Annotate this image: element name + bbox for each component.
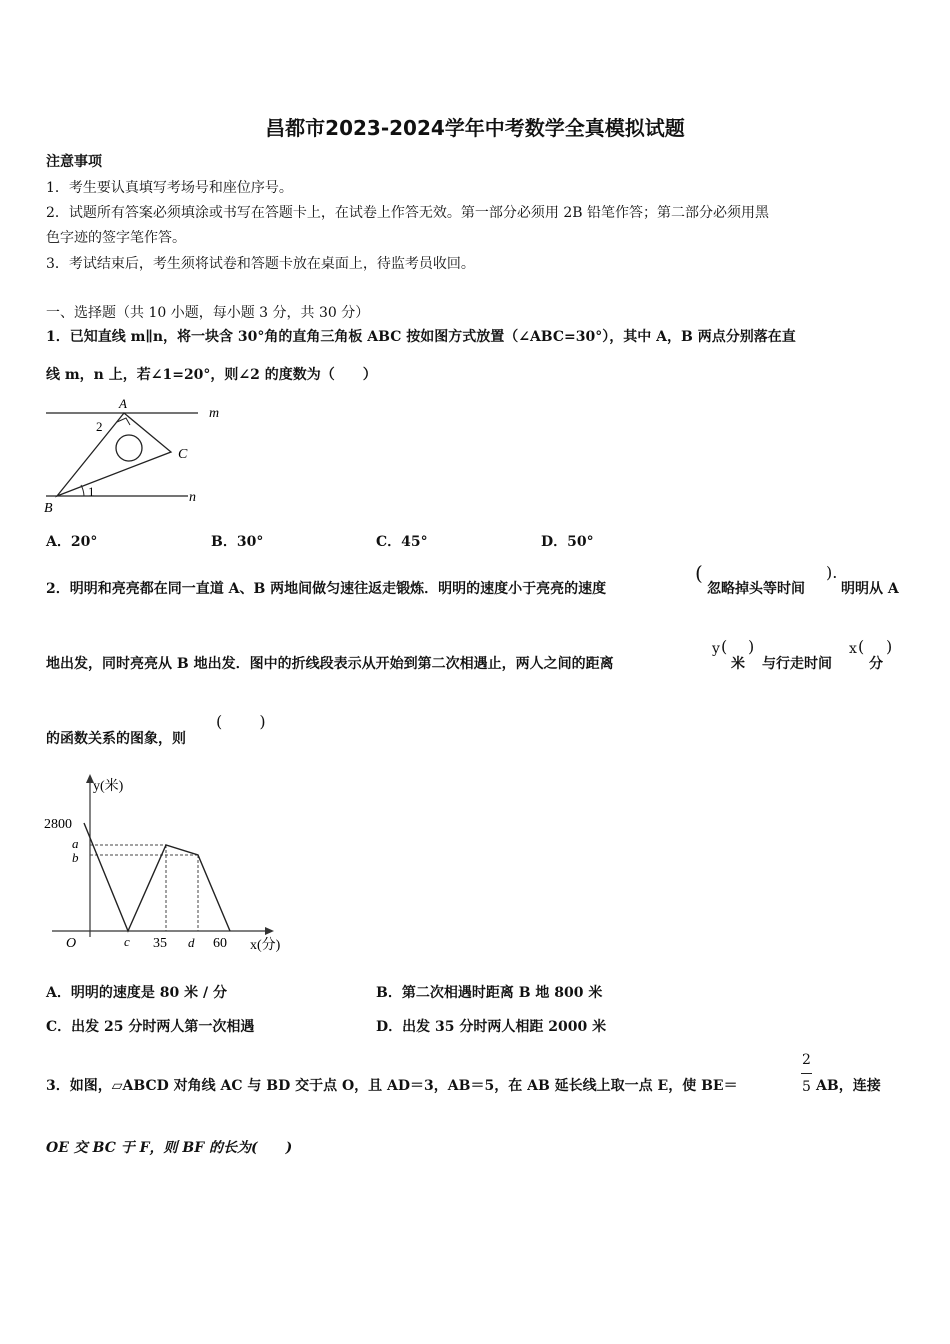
label-angle-2: 2 (96, 419, 103, 434)
tick-d: d (188, 935, 195, 950)
label-m: m (209, 406, 220, 421)
q2-var-y: y (712, 641, 720, 657)
distance-line (84, 823, 230, 931)
tick-c: c (124, 934, 130, 949)
q2-paren: ) (748, 637, 755, 656)
triangle-hole (116, 435, 142, 461)
q2-option-c: C．出发 25 分时两人第一次相遇 (46, 1019, 255, 1035)
q1-option-b: B．30° (211, 534, 264, 550)
triangle-abc (57, 413, 171, 496)
q2-var-x: x (849, 641, 857, 657)
q2-paren-close: ). (826, 563, 838, 582)
notice-item-1: 1．考生要认真填写考场号和座位序号。 (46, 180, 293, 196)
tick-2800: 2800 (44, 817, 72, 832)
x-axis-label: x(分) (250, 938, 281, 953)
fraction-numerator: 2 (802, 1052, 811, 1068)
q1-option-a: A．20° (46, 534, 98, 550)
q1-option-d: D．50° (541, 534, 594, 550)
q3-stem-line1: 3．如图，▱ABCD 对角线 AC 与 BD 交于点 O，且 AD＝3，AB＝5，在 AB 延长线上取一点 E，使 BE＝ (46, 1078, 738, 1094)
y-axis-label: y(米) (93, 779, 124, 794)
fraction-bar (801, 1073, 812, 1074)
q2-stem-line2a: 地出发，同时亮亮从 B 地出发．图中的折线段表示从开始到第二次相遇止，两人之间的距离 (46, 656, 614, 672)
q2-unit-meter: 米 (731, 656, 745, 672)
q2-option-a: A．明明的速度是 80 米 / 分 (46, 985, 227, 1001)
q1-option-c: C．45° (376, 534, 428, 550)
q2-stem-line1b: 忽略掉头等时间 (707, 581, 805, 597)
q2-option-b: B．第二次相遇时距离 B 地 800 米 (376, 985, 603, 1001)
q1-figure (40, 392, 240, 522)
q2-paren: ( (858, 637, 865, 656)
q2-stem-line2b: 与行走时间 (762, 656, 832, 672)
tick-60: 60 (213, 936, 227, 951)
section-heading: 一、选择题（共 10 小题，每小题 3 分，共 30 分） (46, 305, 370, 321)
q2-paren: ( (721, 637, 728, 656)
tick-origin: O (66, 936, 77, 951)
notice-item-3: 3．考试结束后，考生须将试卷和答题卡放在桌面上，待监考员收回。 (46, 256, 475, 272)
q3-stem-line1-end: AB，连接 (816, 1078, 881, 1094)
notice-item-2: 2．试题所有答案必须填涂或书写在答题卡上，在试卷上作答无效。第一部分必须用 2B 铅笔作答；第二部分必须用黑 (46, 205, 769, 221)
page-title: 昌都市2023-2024学年中考数学全真模拟试题 (265, 116, 685, 140)
label-a: A (119, 396, 127, 411)
q2-answer-paren: ( ) (216, 712, 266, 731)
q1-stem-line2: 线 m，n 上，若∠1=20°，则∠2 的度数为（ ） (46, 367, 377, 383)
q2-graph (40, 770, 302, 960)
tick-b: b (72, 850, 79, 865)
tick-a: a (72, 836, 79, 851)
notice-item-2-cont: 色字迹的签字笔作答。 (46, 230, 186, 246)
q2-stem-line1c: 明明从 A (841, 581, 899, 597)
q2-paren-open: ( (695, 561, 703, 585)
tick-35: 35 (153, 936, 167, 951)
q2-unit-minute: 分 (869, 656, 883, 672)
fraction-denominator: 5 (802, 1079, 811, 1095)
label-n: n (189, 490, 196, 505)
label-angle-1: 1 (88, 484, 95, 499)
q2-option-d: D．出发 35 分时两人相距 2000 米 (376, 1019, 607, 1035)
q2-stem-line1a: 2．明明和亮亮都在同一直道 A、B 两地间做匀速往返走锻炼．明明的速度小于亮亮的速度 (46, 581, 607, 597)
q1-stem-line1: 1．已知直线 m∥n，将一块含 30°角的直角三角板 ABC 按如图方式放置（∠ABC=30°），其中 A，B 两点分别落在直 (46, 329, 796, 345)
q2-stem-line3: 的函数关系的图象，则 (46, 731, 186, 747)
notice-heading: 注意事项 (46, 154, 102, 170)
q2-paren: ) (886, 637, 893, 656)
label-c: C (178, 447, 188, 462)
q3-stem-line2: OE 交 BC 于 F，则 BF 的长为( ) (46, 1140, 293, 1156)
x-axis-arrow (265, 927, 274, 935)
label-b: B (44, 501, 53, 516)
